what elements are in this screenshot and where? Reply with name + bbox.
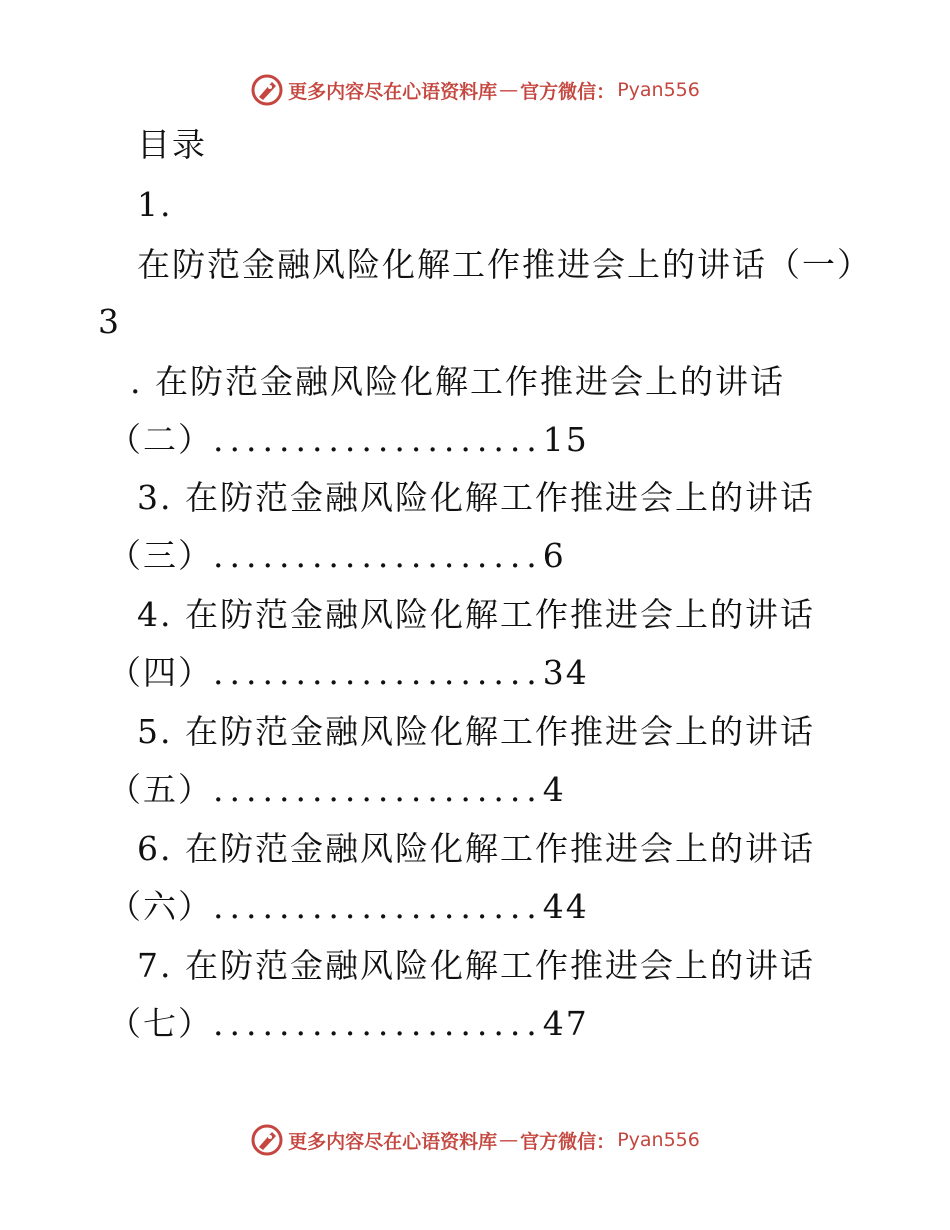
toc-item-1-title: 在防范金融风险化解工作推进会上的讲话（一） [137, 245, 872, 284]
toc-item-1-page: 3 [98, 302, 121, 341]
toc-heading: 目录 [137, 125, 207, 164]
toc-item-2-suffix: （二） [108, 420, 213, 459]
toc-item-3-suffix: （三） [108, 536, 213, 575]
toc-item-5-leader: .................... [213, 770, 543, 809]
banner-wechat-label: 官方微信： [520, 80, 616, 103]
toc-item-7-title: 7. 在防范金融风险化解工作推进会上的讲话 [137, 946, 815, 985]
banner-text: 更多内容尽在心语资料库 [288, 1130, 498, 1153]
toc-item-2-leader: .................... [213, 420, 543, 459]
toc-item-7-entry [108, 1004, 589, 1044]
banner-text: 更多内容尽在心语资料库 [288, 80, 498, 103]
toc-item-7-page: 47 [542, 1004, 589, 1043]
banner-wechat-id: Pyan556 [617, 1129, 700, 1151]
toc-item-6-entry [108, 887, 589, 927]
toc-item-3-entry [108, 536, 566, 576]
header-banner [0, 70, 950, 110]
toc-item-3-page: 6 [542, 536, 566, 575]
toc-item-1-number: 1. [137, 185, 173, 224]
banner-separator: — [499, 1129, 519, 1151]
toc-item-2-entry [108, 420, 589, 460]
toc-item-7-leader: .................... [213, 1004, 543, 1043]
toc-item-5-entry [108, 770, 566, 810]
toc-item-2-title: . 在防范金融风险化解工作推进会上的讲话 [130, 362, 785, 401]
pen-nib-logo-icon [250, 73, 284, 107]
toc-item-5-page: 4 [542, 770, 566, 809]
toc-item-6-suffix: （六） [108, 887, 213, 926]
toc-item-6-page: 44 [542, 887, 589, 926]
toc-item-4-suffix: （四） [108, 653, 213, 692]
toc-item-3-leader: .................... [213, 536, 543, 575]
pen-nib-logo-icon [250, 1123, 284, 1157]
banner-wechat-label: 官方微信： [520, 1130, 616, 1153]
toc-item-4-title: 4. 在防范金融风险化解工作推进会上的讲话 [137, 595, 815, 634]
toc-item-5-suffix: （五） [108, 770, 213, 809]
banner-wechat-id: Pyan556 [617, 79, 700, 101]
toc-item-5-title: 5. 在防范金融风险化解工作推进会上的讲话 [137, 712, 815, 751]
toc-item-4-leader: .................... [213, 653, 543, 692]
toc-item-3-title: 3. 在防范金融风险化解工作推进会上的讲话 [137, 478, 815, 517]
toc-item-4-entry [108, 653, 589, 693]
toc-item-6-title: 6. 在防范金融风险化解工作推进会上的讲话 [137, 829, 815, 868]
toc-item-7-suffix: （七） [108, 1004, 213, 1043]
toc-item-6-leader: .................... [213, 887, 543, 926]
footer-banner [0, 1120, 950, 1160]
toc-item-4-page: 34 [542, 653, 589, 692]
toc-item-2-page: 15 [542, 420, 589, 459]
banner-separator: — [499, 79, 519, 101]
